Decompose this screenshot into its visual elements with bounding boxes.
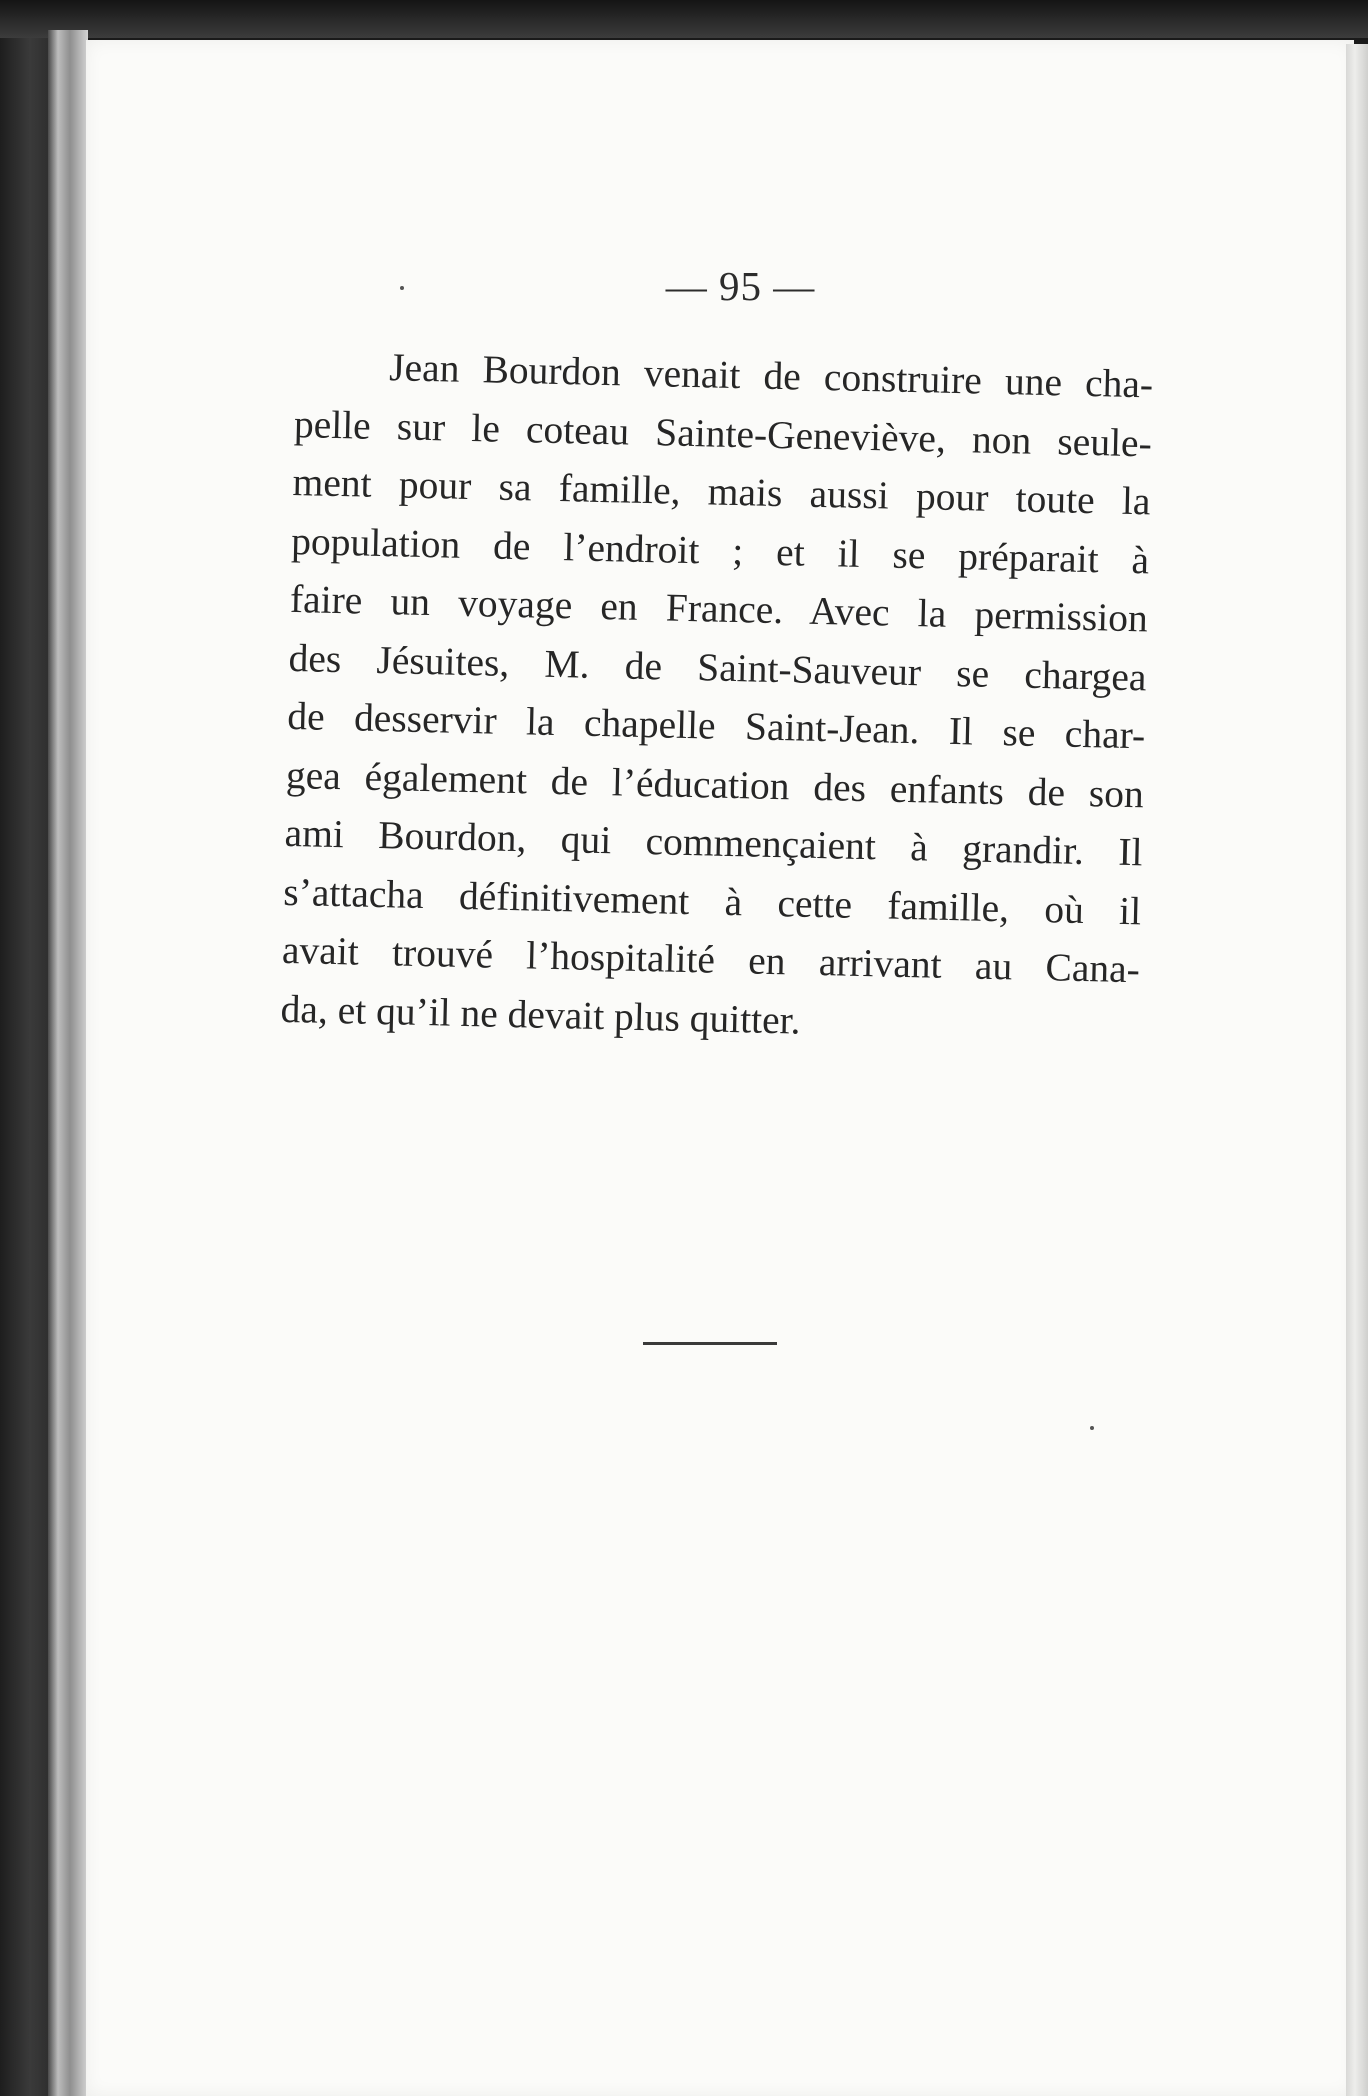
text-line: de desservir la chapelle Saint-Jean. Il se char- <box>286 693 1146 758</box>
text-line: ami Bourdon, qui commençaient à grandir. Il <box>284 810 1144 875</box>
book-spine-edge <box>48 30 88 2096</box>
text-line: population de l’endroit ; et il se préparait à <box>290 518 1150 582</box>
paper-speck <box>1090 1426 1094 1430</box>
text-line: da, et qu’il ne devait plus quitter. <box>280 986 802 1043</box>
scan-top-border <box>0 0 1368 38</box>
text-line: Jean Bourdon venait de construire une cha- <box>388 345 1154 407</box>
section-end-rule <box>643 1342 777 1345</box>
page-stack-edge <box>1346 44 1368 2096</box>
page-number: — 95 — <box>665 263 816 309</box>
paper-speck <box>400 286 404 290</box>
text-line: gea également de l’éducation des enfants de son <box>285 752 1145 816</box>
text-line: s’attacha définitivement à cette famille, où il <box>282 869 1142 933</box>
text-line: avait trouvé l’hospitalité en arrivant au Cana- <box>281 927 1141 992</box>
paragraph <box>280 336 1154 1057</box>
text-line: pelle sur le coteau Sainte-Geneviève, non seule- <box>293 401 1153 465</box>
text-line: faire un voyage en France. Avec la permission <box>289 576 1149 641</box>
book-page <box>86 40 1354 2096</box>
text-line: ment pour sa famille, mais aussi pour toute la <box>292 459 1151 524</box>
text-line: des Jésuites, M. de Saint-Sauveur se chargea <box>288 635 1147 699</box>
